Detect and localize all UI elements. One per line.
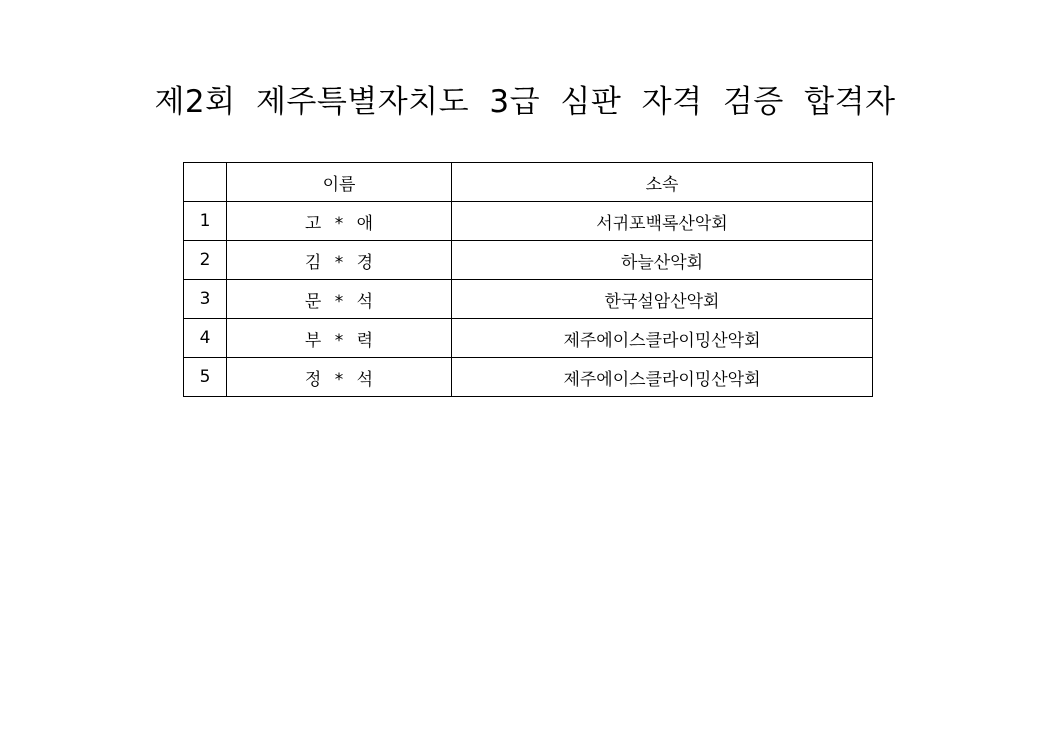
row-name: 김 * 경 bbox=[227, 241, 452, 280]
table-row bbox=[184, 358, 873, 397]
table-row bbox=[184, 241, 873, 280]
row-affiliation: 하늘산악회 bbox=[452, 241, 873, 280]
row-name: 문 * 석 bbox=[227, 280, 452, 319]
page-title: 제2회 제주특별자치도 3급 심판 자격 검증 합격자 bbox=[154, 84, 896, 120]
row-affiliation: 서귀포백록산악회 bbox=[452, 202, 873, 241]
passers-table bbox=[183, 162, 873, 397]
row-affiliation: 제주에이스클라이밍산악회 bbox=[452, 358, 873, 397]
row-name: 정 * 석 bbox=[227, 358, 452, 397]
header-affiliation: 소속 bbox=[452, 163, 873, 202]
row-affiliation: 제주에이스클라이밍산악회 bbox=[452, 319, 873, 358]
header-name: 이름 bbox=[227, 163, 452, 202]
table-header-row bbox=[184, 163, 873, 202]
row-number: 5 bbox=[184, 358, 227, 397]
row-name: 부 * 력 bbox=[227, 319, 452, 358]
row-number: 2 bbox=[184, 241, 227, 280]
header-number bbox=[184, 163, 227, 202]
row-number: 4 bbox=[184, 319, 227, 358]
row-number: 3 bbox=[184, 280, 227, 319]
row-affiliation: 한국설암산악회 bbox=[452, 280, 873, 319]
table-row bbox=[184, 202, 873, 241]
row-number: 1 bbox=[184, 202, 227, 241]
table-row bbox=[184, 319, 873, 358]
table-row bbox=[184, 280, 873, 319]
row-name: 고 * 애 bbox=[227, 202, 452, 241]
